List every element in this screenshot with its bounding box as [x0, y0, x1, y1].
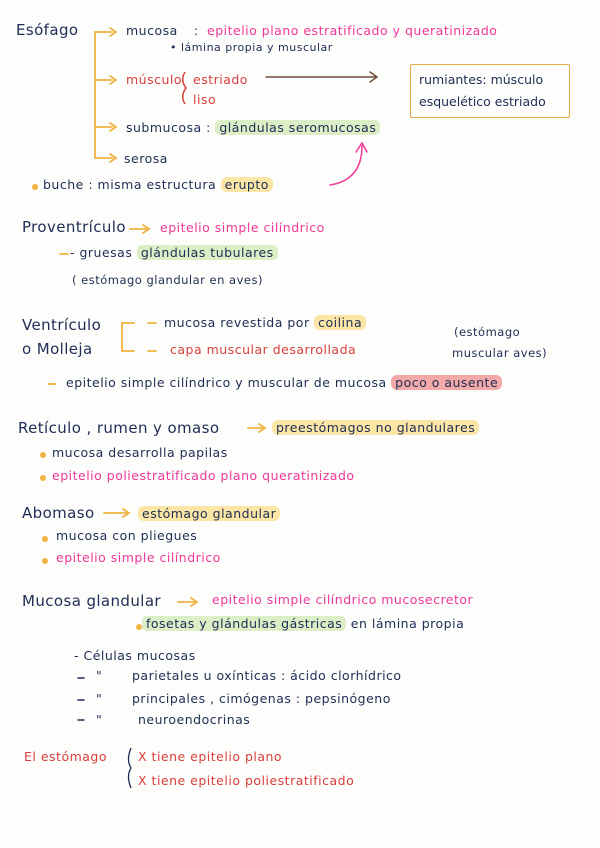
ventriculo-mucosa	[164, 315, 366, 330]
rumiantes-box-line2: esquelético estriado	[419, 94, 546, 109]
reticulo-hl: preestómagos no glandulares	[272, 420, 479, 435]
abomaso-title: Abomaso	[22, 504, 95, 522]
abomaso-hl: estómago glandular	[138, 506, 280, 521]
bullet-dot	[40, 452, 46, 458]
proventriculo-glands-prefix: - gruesas	[70, 245, 133, 260]
esofago-mucosa-desc2-text: lámina propia y muscular	[181, 41, 333, 54]
mucosa-glandular-fosetas-hl: fosetas y glándulas gástricas	[142, 616, 346, 631]
esofago-musculo-estriado: estriado	[193, 72, 248, 87]
reticulo-item2: epitelio poliestratificado plano queratinizado	[52, 468, 355, 483]
estomago-label: El estómago	[24, 749, 108, 764]
reticulo-title: Retículo , rumen y omaso	[18, 419, 220, 437]
mucosa-glandular-fosetas-rest: en lámina propia	[350, 616, 465, 631]
ventriculo-title-line2: o Molleja	[22, 340, 93, 358]
esofago-mucosa-desc2: • lámina propia y muscular	[170, 41, 333, 54]
esofago-submucosa: submucosa : glándulas seromucosas	[126, 120, 380, 135]
ventriculo-epitelio-text: epitelio simple cilíndrico y muscular de mucosa	[66, 375, 387, 390]
ventriculo-note-line2: muscular aves)	[452, 346, 548, 360]
rumiantes-box	[410, 64, 570, 118]
abomaso-hl-wrap	[138, 506, 280, 521]
ventriculo-title-line1: Ventrículo	[22, 316, 102, 334]
esofago-mucosa-label: mucosa	[126, 23, 178, 38]
bullet-dot	[40, 475, 46, 481]
estomago-line1: X tiene epitelio plano	[138, 749, 283, 764]
proventriculo-glands	[70, 245, 278, 260]
buche-desc: : misma estructura	[88, 177, 217, 192]
mucosa-glandular-celulas: - Células mucosas	[74, 648, 196, 663]
mucosa-glandular-neuro: neuroendocrinas	[138, 712, 251, 727]
bullet-dot	[42, 558, 48, 564]
colon: :	[194, 23, 199, 38]
buche-label: buche	[43, 177, 84, 192]
reticulo-item1: mucosa desarrolla papilas	[52, 445, 228, 460]
proventriculo-glands-hl: glándulas tubulares	[137, 245, 278, 260]
estomago-line2: X tiene epitelio poliestratificado	[138, 773, 355, 788]
esofago-submucosa-desc: glándulas seromucosas	[215, 120, 380, 135]
ventriculo-epitelio	[66, 375, 502, 390]
ventriculo-epitelio-hl: poco o ausente	[391, 375, 502, 390]
ditto-mark: "	[96, 712, 103, 727]
buche-highlight: erupto	[221, 177, 273, 192]
esofago-mucosa-desc1: epitelio plano estratificado y queratinizado	[207, 23, 498, 38]
reticulo-hl-wrap	[272, 420, 479, 435]
bullet-dot	[32, 184, 38, 190]
ventriculo-capa: capa muscular desarrollada	[170, 342, 357, 357]
mucosa-glandular-desc: epitelio simple cilíndrico mucosecretor	[212, 592, 474, 607]
abomaso-item2: epitelio simple cilíndrico	[56, 550, 221, 565]
esofago-musculo-liso: liso	[193, 92, 217, 107]
ditto-mark: "	[96, 691, 103, 706]
esofago-serosa: serosa	[124, 151, 168, 166]
mucosa-glandular-principales: principales , cimógenas : pepsinógeno	[132, 691, 391, 706]
mucosa-glandular-title: Mucosa glandular	[22, 592, 161, 610]
buche-line	[43, 177, 273, 192]
ventriculo-mucosa-prefix: mucosa revestida por	[164, 315, 310, 330]
ventriculo-note-line1: (estómago	[454, 325, 521, 339]
mucosa-glandular-parietales: parietales u oxínticas : ácido clorhídrico	[132, 668, 402, 683]
proventriculo-note: ( estómago glandular en aves)	[72, 273, 263, 287]
mucosa-glandular-fosetas	[142, 616, 464, 631]
esofago-musculo-label: músculo	[126, 72, 183, 87]
rumiantes-box-line1: rumiantes: músculo	[419, 72, 544, 87]
esofago-submucosa-label: submucosa	[126, 120, 202, 135]
ditto-mark: "	[96, 668, 103, 683]
dash	[48, 383, 56, 385]
ventriculo-mucosa-hl: coilina	[314, 315, 366, 330]
esofago-title: Esófago	[16, 21, 79, 39]
abomaso-item1: mucosa con pliegues	[56, 528, 198, 543]
proventriculo-desc: epitelio simple cilíndrico	[160, 220, 325, 235]
bullet-dot	[42, 536, 48, 542]
proventriculo-title: Proventrículo	[22, 218, 126, 236]
